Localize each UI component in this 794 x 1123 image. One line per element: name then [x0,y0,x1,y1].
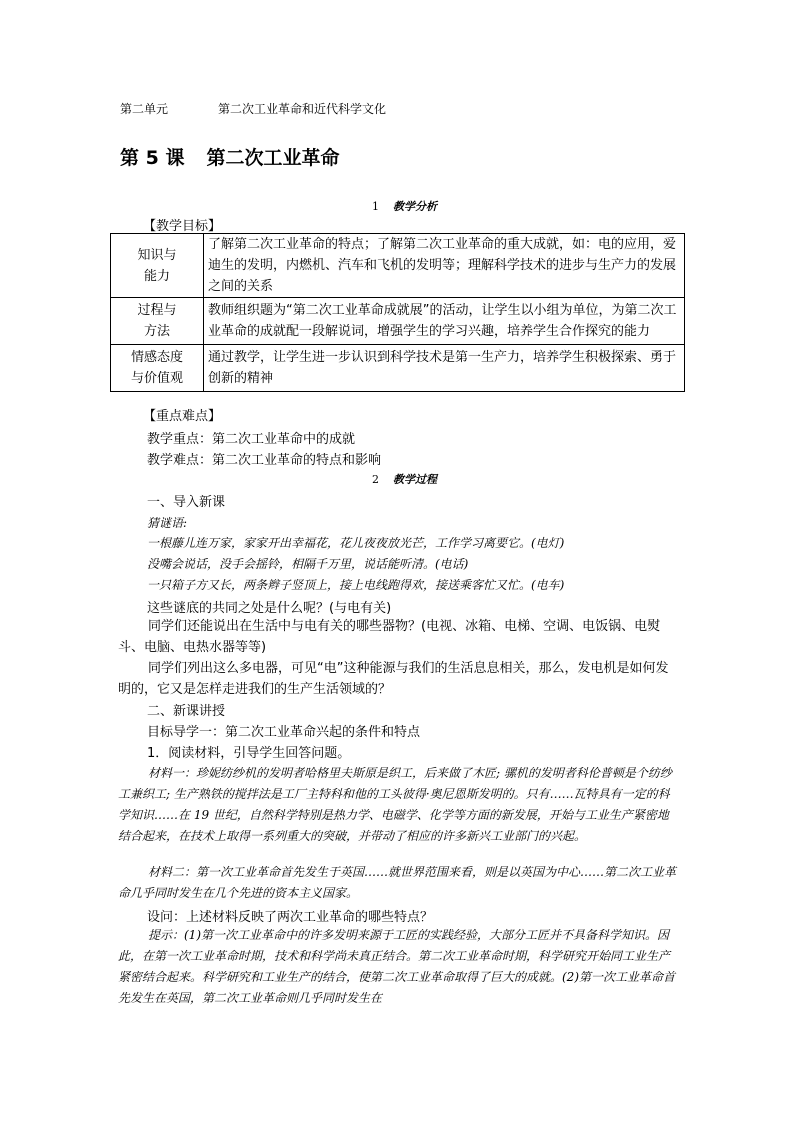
riddle-2: 没嘴会说话，没手会摇铃，相隔千万里，说话能听清。(电话) [147,557,469,571]
table-row [111,234,685,298]
lesson-title [120,143,339,170]
section-number: 2 [372,473,379,486]
target-1: 目标导学一：第二次工业革命兴起的条件和特点 [147,725,421,740]
keypoints-heading: 【重点难点】 [143,409,222,424]
row-key-line2: 方法 [143,324,170,339]
row-key [111,234,204,298]
table-row [111,298,685,345]
row-key [111,345,204,392]
goals-table [110,233,685,392]
unit-title: 第二次工业革命和近代科学文化 [218,102,387,116]
table-row [111,345,685,392]
section-title: 教学分析 [393,200,437,213]
question-devices: 同学们还能说出在生活中与电有关的哪些器物？(电视、冰箱、电梯、空调、电饭锅、电熨斗、电脑、电热水器等等) [118,619,661,655]
riddle-label: 猜谜语: [147,516,188,530]
riddle-1: 一根藤儿连万家，家家开出幸福花，花儿夜夜放光芒，工作学习离要它。(电灯) [147,536,565,550]
row-key-line2: 能力 [143,268,170,284]
material-2: 材料二：第一次工业革命首先发生于英国……就世界范围来看，则是以英国为中心……第二次工业革命几乎同时发生在几个先进的资本主义国家。 [118,865,677,900]
material-1: 材料一：珍妮纺纱机的发明者哈格里夫斯原是织工，后来做了木匠; 骡机的发明者科伦普顿是个纺纱工兼织工; 生产熟铁的搅拌法是工厂主特科和他的工头彼得·奥尼恩斯发明的。只有……瓦特具有一定的科学知识……在 19 世纪，自然科学特别是热力学、电磁学、化学等方面的新发展，开始与工业生产紧密地结合起来，在技术上取得一系列重大的突破，并带动了相应的许多新兴工业部门的兴起。 [118,766,672,843]
question-generator: 同学们列出这么多电器，可见“电”这种能源与我们的生活息息相关，那么，发电机是如何发明的，它又是怎样走进我们的生产生活领域的？ [118,661,669,697]
row-key [111,298,204,345]
unit-label: 第二单元 [120,102,169,116]
riddle-3: 一只箱子方又长，两条辫子竖顶上，接上电线跑得欢，接送乘客忙又忙。(电车) [147,578,565,592]
goals-heading: 【教学目标】 [143,219,222,234]
section-number: 1 [372,200,379,213]
intro-heading: 一、导入新课 [147,495,226,510]
lesson-number: 第 5 课 [120,147,185,169]
row-value: 了解第二次工业革命的特点；了解第二次工业革命的重大成就，如：电的应用，爱迪生的发明，内燃机、汽车和飞机的发明等；理解科学技术的进步与生产力的发展之间的关系 [204,234,685,298]
focus-text: 教学重点：第二次工业革命中的成就 [147,432,356,447]
section-heading-process [372,471,437,487]
row-value: 通过教学，让学生进一步认识到科学技术是第一生产力，培养学生积极探索、勇于创新的精神 [204,345,685,392]
lesson-name: 第二次工业革命 [206,147,340,169]
question-features: 设问：上述材料反映了两次工业革命的哪些特点？ [147,910,434,925]
row-value: 教师组织题为“第二次工业革命成就展”的活动，让学生以小组为单位，为第二次工业革命的成就配一段解说词，增强学生的学习兴趣，培养学生合作探究的能力 [204,298,685,345]
question-common: 这些谜底的共同之处是什么呢？(与电有关) [147,601,392,616]
hint-text: 提示：(1)第一次工业革命中的许多发明来源于工匠的实践经验，大部分工匠并不具备科学知识。因此，在第一次工业革命时期，技术和科学尚未真正结合。第二次工业革命时期，科学研究开始同工业生产紧密结合起来。科学研究和工业生产的结合，使第二次工业革命取得了巨大的成就。(2)第一次工业革命首先发生在英国，第二次工业革命则几乎同时发生在 [118,928,676,1005]
section-title: 教学过程 [393,473,437,486]
difficulty-text: 教学难点：第二次工业革命的特点和影响 [147,453,382,468]
lecture-heading: 二、新课讲授 [147,704,226,719]
row-key-line1: 情感态度 [130,350,183,365]
row-key-line1: 知识与 [137,247,177,263]
row-key-line2: 与价值观 [130,371,183,386]
section-heading-analysis [372,198,437,214]
step-1: 1．阅读材料，引导学生回答问题。 [147,746,351,761]
row-key-line1: 过程与 [137,303,177,318]
